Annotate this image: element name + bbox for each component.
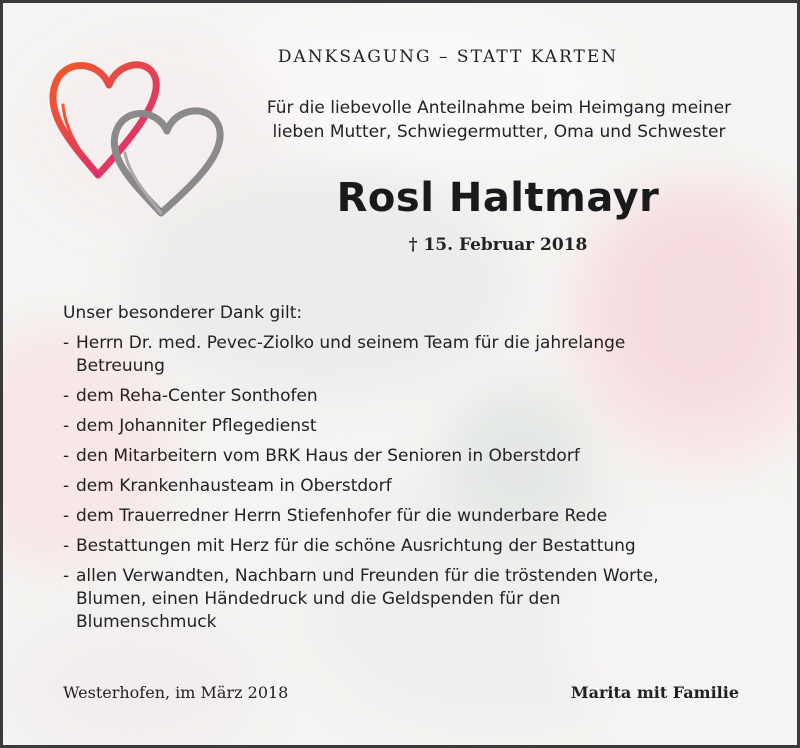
list-item: - dem Krankenhausteam in Oberstdorf xyxy=(63,476,392,496)
list-item: - Bestattungen mit Herz für die schöne Ausrichtung der Bestattung xyxy=(63,536,636,556)
list-item: - dem Trauerredner Herrn Stiefenhofer für die wunderbare Rede xyxy=(63,506,608,526)
list-item: - dem Reha-Center Sonthofen xyxy=(63,386,318,406)
list-item: - dem Johanniter Pflegedienst xyxy=(63,416,317,436)
headline: DANKSAGUNG – STATT KARTEN xyxy=(277,47,619,67)
death-date: † 15. Februar 2018 xyxy=(408,235,588,255)
place-date: Westerhofen, im März 2018 xyxy=(63,683,289,702)
intro-text: Für die liebevolle Anteilnahme beim Heimgang meiner lieben Mutter, Schwiegermutter, Oma und Schwester xyxy=(266,98,732,142)
two-hearts-icon xyxy=(43,45,243,225)
deceased-name: Rosl Haltmayr xyxy=(336,175,660,221)
list-item: - den Mitarbeitern vom BRK Haus der Senioren in Oberstdorf xyxy=(63,446,580,466)
list-item: - Herrn Dr. med. Pevec-Ziolko und seinem Team für die jahrelange Betreuung xyxy=(63,333,626,376)
signature: Marita mit Familie xyxy=(570,683,739,702)
list-item: - allen Verwandten, Nachbarn und Freunden für die tröstenden Worte, Blumen, einen Händedruck und die Geldspenden für den Blumenschmuck xyxy=(63,566,659,632)
thanks-list xyxy=(63,332,716,641)
thanks-title: Unser besonderer Dank gilt: xyxy=(63,303,303,323)
